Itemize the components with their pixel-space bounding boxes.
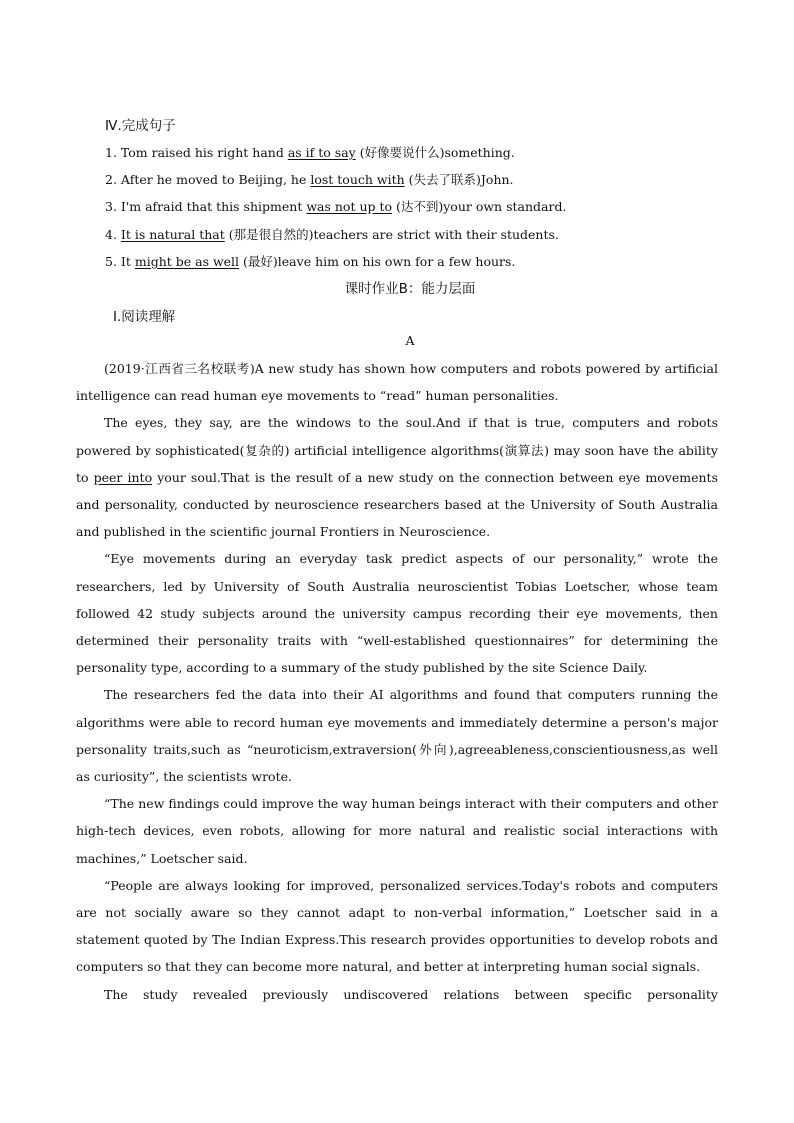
paragraph-2	[76, 409, 718, 545]
paragraph-5: “The new findings could improve the way human beings interact with their computers and other high-tech devices, even robots, allowing for more natural and realistic social interactions with machines,” Loetscher said.	[76, 796, 718, 866]
item-text: (失去了联系)John.	[404, 172, 514, 187]
paragraph-7: The study revealed previously undiscovered relations between specific personality	[104, 986, 718, 1002]
paragraph-6: “People are always looking for improved, personalized services.Today's robots and computers are not socially aware so they cannot adapt to non-verbal information,” Loetscher said in a statement quoted by The Indian Express.This research provides opportunities to develop robots and computers so that they can become more natural, and better at interpreting human social signals.	[76, 877, 718, 975]
item-answer: was not up to	[306, 199, 393, 214]
item-text: (达不到)your own standard.	[392, 199, 567, 214]
item-text: (那是很自然的)teachers are strict with their students.	[224, 227, 559, 242]
item-answer: lost touch with	[310, 172, 405, 187]
item-text: 3. I'm afraid that this shipment	[105, 199, 307, 214]
paragraph-4: The researchers fed the data into their AI algorithms and found that computers running the algorithms were able to record human eye movements and immediately determine a person's major personality traits,such as “neuroticism,extraversion(外向),agreeableness,conscientiousness,as well as curiosity”, the scientists wrote.	[76, 687, 718, 785]
section-iv-title: Ⅳ.完成句子	[105, 118, 176, 134]
item-text: (最好)leave him on his own for a few hours.	[239, 254, 516, 269]
item-text: 5. It	[105, 254, 135, 269]
underlined-phrase: peer into	[93, 469, 153, 485]
exercise-item-5	[105, 252, 515, 270]
passage-letter: A	[405, 333, 415, 348]
paragraph-text: The eyes, they say, are the windows to the soul.And if that is true, computers and robots powered by sophisticated(复杂的) artificial intelligence algorithms(演算法) may soon have the ability to	[76, 415, 718, 485]
passage-a	[76, 355, 718, 1008]
item-answer: It is natural that	[120, 227, 225, 242]
exercise-item-1	[105, 143, 515, 161]
exercise-item-2	[105, 170, 514, 188]
item-answer: might be as well	[134, 254, 240, 269]
paragraph-3: “Eye movements during an everyday task predict aspects of our personality,” wrote the researchers, led by University of South Australia neuroscientist Tobias Loetscher, whose team followed 42 study subjects around the university campus recording their eye movements, then determined their personality traits with “well-established questionnaires” for determining the personality type, according to a summary of the study published by the site Science Daily.	[76, 551, 718, 676]
item-answer: as if to say	[287, 145, 356, 160]
exercise-item-4	[105, 225, 559, 243]
paragraph-text: your soul.That is the result of a new study on the connection between eye movements and personality, conducted by neuroscience researchers based at the University of South Australia and published in the scientific journal Frontiers in Neuroscience.	[76, 469, 718, 540]
item-text: 4.	[105, 227, 121, 242]
item-text: 2. After he moved to Beijing, he	[105, 172, 311, 187]
homework-b-title: 课时作业B：能力层面	[344, 281, 476, 297]
section-i-title: Ⅰ.阅读理解	[113, 309, 176, 325]
item-text: 1. Tom raised his right hand	[105, 145, 288, 160]
item-text: (好像要说什么)something.	[355, 145, 515, 160]
paragraph-1: (2019·江西省三名校联考)A new study has shown how computers and robots powered by artificial intelligence can read human eye movements to “read” human personalities.	[76, 361, 718, 404]
exercise-item-3	[105, 197, 566, 215]
